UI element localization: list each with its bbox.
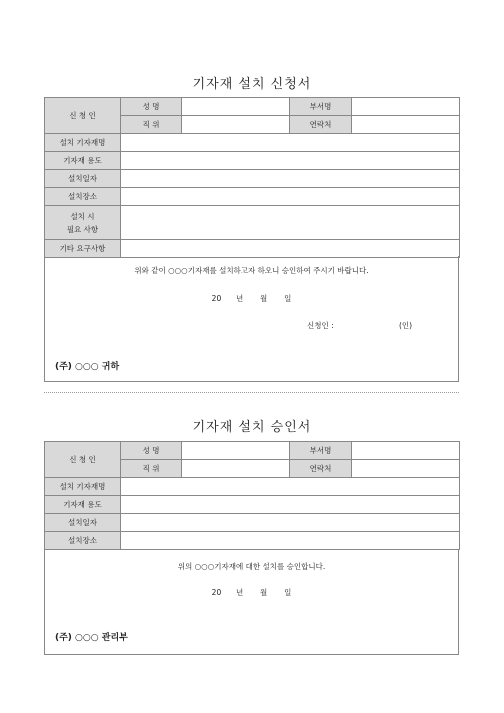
other-requests-field[interactable]: [121, 240, 460, 258]
signer-line: [307, 320, 413, 331]
application-statement-box: [44, 256, 459, 382]
application-statement: 위와 같이 ○○○기자재를 설치하고자 하오니 승인하여 주시기 바랍니다.: [134, 266, 369, 275]
approval-date-year-unit: 년: [236, 588, 244, 597]
other-requests-label: 기타 요구사항: [45, 240, 121, 258]
approval-equipment-use-field[interactable]: [121, 496, 460, 514]
section-divider: [44, 392, 459, 393]
approval-equipment-name-field[interactable]: [121, 478, 460, 496]
date-year-unit: 년: [236, 294, 244, 303]
approval-department-field[interactable]: [352, 442, 460, 460]
signer-label: 신청인 :: [307, 321, 334, 330]
equipment-use-field[interactable]: [121, 152, 460, 170]
approval-date-day-unit: 일: [284, 588, 292, 597]
approval-date: [45, 587, 458, 598]
approval-applicant-label: 신 청 인: [45, 442, 121, 478]
approval-contact-label: 연락처: [290, 460, 352, 478]
requirements-label: [45, 206, 121, 240]
approval-position-label: 직 위: [121, 460, 182, 478]
approval-form-table: [44, 441, 460, 550]
application-addressee: (주) ○○○ 귀하: [55, 362, 120, 372]
name-label: 성 명: [121, 98, 182, 116]
position-field[interactable]: [182, 116, 290, 134]
application-date: [45, 293, 458, 304]
approval-date-year: 20: [211, 588, 222, 597]
contact-field[interactable]: [352, 116, 460, 134]
seal-mark: (인): [399, 321, 413, 330]
applicant-label: 신 청 인: [45, 98, 121, 134]
approval-department-label: 부서명: [290, 442, 352, 460]
contact-label: 연락처: [290, 116, 352, 134]
approval-contact-field[interactable]: [352, 460, 460, 478]
application-form-table: [44, 97, 460, 258]
requirements-label-line1: 설치 시: [70, 211, 95, 221]
requirements-label-line2: 필요 사항: [66, 224, 99, 234]
approval-install-place-field[interactable]: [121, 532, 460, 550]
equipment-use-label: 기자재 용도: [45, 152, 121, 170]
approval-position-field[interactable]: [182, 460, 290, 478]
name-field[interactable]: [182, 98, 290, 116]
date-day-unit: 일: [284, 294, 292, 303]
approval-statement-box: [44, 549, 459, 655]
date-month-unit: 월: [260, 294, 268, 303]
equipment-name-label: 설치 기자재명: [45, 134, 121, 152]
approval-statement: 위의 ○○○기자재에 대한 설치를 승인합니다.: [177, 562, 326, 571]
install-place-field[interactable]: [121, 188, 460, 206]
department-field[interactable]: [352, 98, 460, 116]
approval-date-month-unit: 월: [260, 588, 268, 597]
approval-install-date-field[interactable]: [121, 514, 460, 532]
approval-install-place-label: 설치장소: [45, 532, 121, 550]
approval-addressee: (주) ○○○ 관리부: [55, 633, 128, 643]
install-date-field[interactable]: [121, 170, 460, 188]
approval-name-label: 성 명: [121, 442, 182, 460]
department-label: 부서명: [290, 98, 352, 116]
approval-equipment-name-label: 설치 기자재명: [45, 478, 121, 496]
approval-name-field[interactable]: [182, 442, 290, 460]
install-place-label: 설치장소: [45, 188, 121, 206]
application-title: 기자재 설치 신청서: [192, 77, 312, 92]
approval-equipment-use-label: 기자재 용도: [45, 496, 121, 514]
approval-title: 기자재 설치 승인서: [192, 420, 312, 435]
date-year: 20: [211, 294, 222, 303]
requirements-field[interactable]: [121, 206, 460, 240]
approval-install-date-label: 설치일자: [45, 514, 121, 532]
install-date-label: 설치일자: [45, 170, 121, 188]
position-label: 직 위: [121, 116, 182, 134]
equipment-name-field[interactable]: [121, 134, 460, 152]
